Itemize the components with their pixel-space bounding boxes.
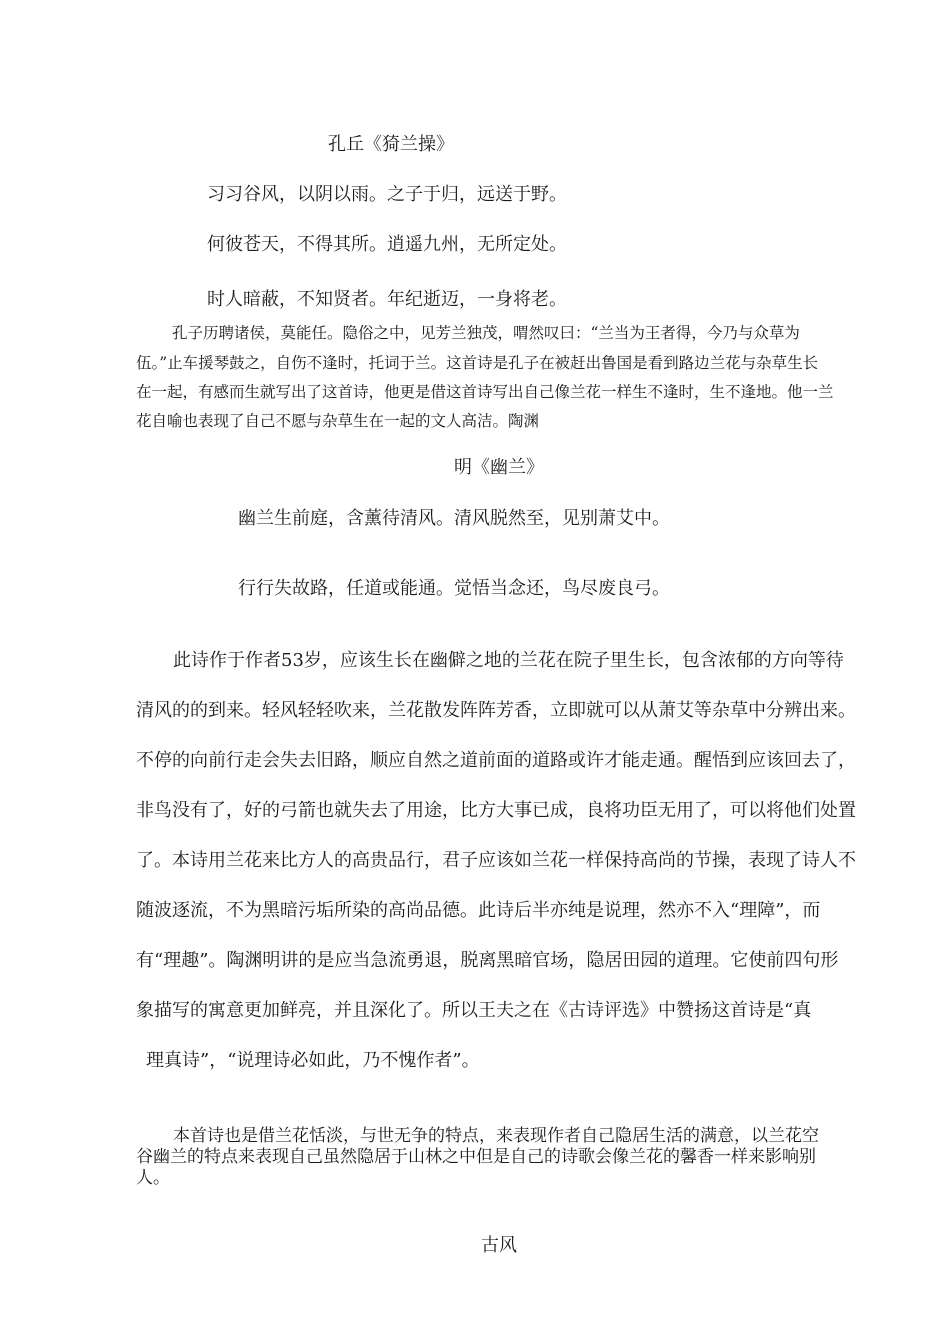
poem1-title: 孔丘《猗兰操》 [328, 134, 454, 155]
poem1-commentary-line-1: 孔子历聘诸侯，莫能任。隐俗之中，见芳兰独茂，喟然叹曰：“兰当为王者得，今乃与众草为 [172, 324, 800, 342]
poem2-commentary-line-6: 随波逐流，不为黑暗污垢所染的高尚品德。此诗后半亦纯是说理，然亦不入“理障”，而 [136, 900, 821, 921]
poem2-line-1: 幽兰生前庭，含薰待清风。清风脱然至，见别萧艾中。 [238, 508, 670, 529]
poem2-commentary-line-1: 此诗作于作者53岁，应该生长在幽僻之地的兰花在院子里生长，包含浓郁的方向等待 [173, 650, 844, 671]
poem1-line-2: 何彼苍天，不得其所。逍遥九州，无所定处。 [207, 234, 567, 255]
poem1-commentary-line-4: 花自喻也表现了自己不愿与杂草生在一起的文人高洁。陶渊 [136, 412, 540, 430]
section-title-gufeng: 古风 [481, 1235, 517, 1256]
poem1-commentary-line-2: 伍。”止车援琴鼓之，自伤不逢时，托词于兰。这首诗是孔子在被赶出鲁国是看到路边兰花与杂草生长 [136, 354, 819, 372]
poem2-closing-line-2: 谷幽兰的特点来表现自己虽然隐居于山林之中但是自己的诗歌会像兰花的馨香一样来影响别 [136, 1147, 816, 1167]
poem2-commentary-line-9: 理真诗”，“说理诗必如此，乃不愧作者”。 [146, 1050, 480, 1071]
poem2-closing-line-3: 人。 [136, 1168, 170, 1188]
poem2-closing-line-1: 本首诗也是借兰花恬淡，与世无争的特点，来表现作者自己隐居生活的满意，以兰花空 [173, 1126, 819, 1146]
poem2-commentary-line-4: 非鸟没有了，好的弓箭也就失去了用途，比方大事已成，良将功臣无用了，可以将他们处置 [136, 800, 856, 821]
poem2-commentary-line-3: 不停的向前行走会失去旧路，顺应自然之道前面的道路或许才能走通。醒悟到应该回去了， [136, 750, 856, 771]
poem2-title: 明《幽兰》 [454, 457, 544, 478]
poem1-line-3: 时人暗蔽，不知贤者。年纪逝迈，一身将老。 [207, 289, 567, 310]
poem2-commentary-line-2: 清风的的到来。轻风轻轻吹来，兰花散发阵阵芳香，立即就可以从萧艾等杂草中分辨出来。 [136, 700, 856, 721]
poem2-commentary-line-8: 象描写的寓意更加鲜亮，并且深化了。所以王夫之在《古诗评选》中赞扬这首诗是“真 [136, 1000, 812, 1021]
poem1-commentary-line-3: 在一起，有感而生就写出了这首诗，他更是借这首诗写出自己像兰花一样生不逢时，生不逢地。他一兰 [136, 383, 834, 401]
poem2-line-2: 行行失故路，任道或能通。觉悟当念还，鸟尽废良弓。 [238, 578, 670, 599]
poem2-commentary-line-7: 有“理趣”。陶渊明讲的是应当急流勇退，脱离黑暗官场，隐居田园的道理。它使前四句形 [136, 950, 839, 971]
poem1-line-1: 习习谷风，以阴以雨。之子于归，远送于野。 [207, 184, 567, 205]
poem2-commentary-line-5: 了。本诗用兰花来比方人的高贵品行，君子应该如兰花一样保持高尚的节操，表现了诗人不 [136, 850, 856, 871]
